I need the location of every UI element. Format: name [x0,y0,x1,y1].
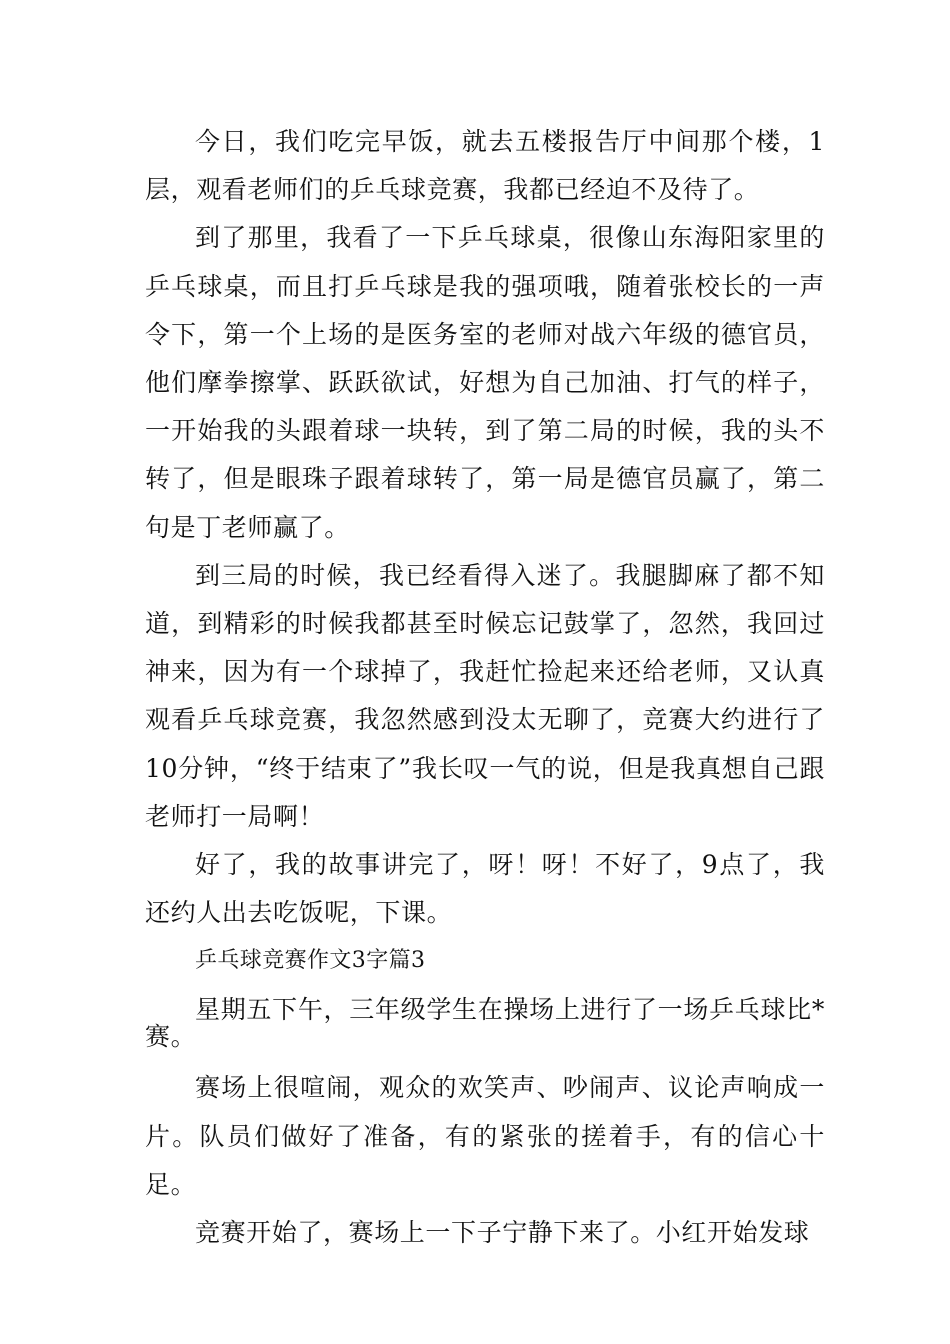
paragraph: 到了那里，我看了一下乒乓球桌，很像山东海阳家里的乒乓球桌，而且打乒乓球是我的强项哦，随着张校长的一声令下，第一个上场的是医务室的老师对战六年级的德官员，他们摩拳擦掌、跃跃欲试，好想为自己加油、打气的样子，一开始我的头跟着球一块转，到了第二局的时候，我的头不转了，但是眼珠子跟着球转了，第一局是德官员赢了，第二句是丁老师赢了。 [145,223,825,542]
paragraph: 星期五下午，三年级学生在操场上进行了一场乒乓球比*赛。 [145,995,825,1052]
paragraph: 今日，我们吃完早饭，就去五楼报告厅中间那个楼，1层，观看老师们的乒乓球竞赛，我都已经迫不及待了。 [145,127,825,205]
document-page [145,118,825,1257]
paragraph: 到三局的时候，我已经看得入迷了。我腿脚麻了都不知道，到精彩的时候我都甚至时候忘记鼓掌了，忽然，我回过神来，因为有一个球掉了，我赶忙捡起来还给老师，又认真观看乒乓球竞赛，我忽然感到没太无聊了，竞赛大约进行了10分钟，“终于结束了”我长叹一气的说，但是我真想自己跟老师打一局啊！ [145,560,825,831]
paragraph: 赛场上很喧闹，观众的欢笑声、吵闹声、议论声响成一片。队员们做好了准备，有的紧张的搓着手，有的信心十足。 [145,1073,825,1199]
paragraph: 竞赛开始了，赛场上一下子宁静下来了。小红开始发球 [195,1218,810,1248]
paragraph: 好了，我的故事讲完了，呀！呀！不好了，9点了，我还约人出去吃饭呢，下课。 [145,850,825,928]
section-heading: 乒乓球竞赛作文3字篇3 [195,948,426,974]
